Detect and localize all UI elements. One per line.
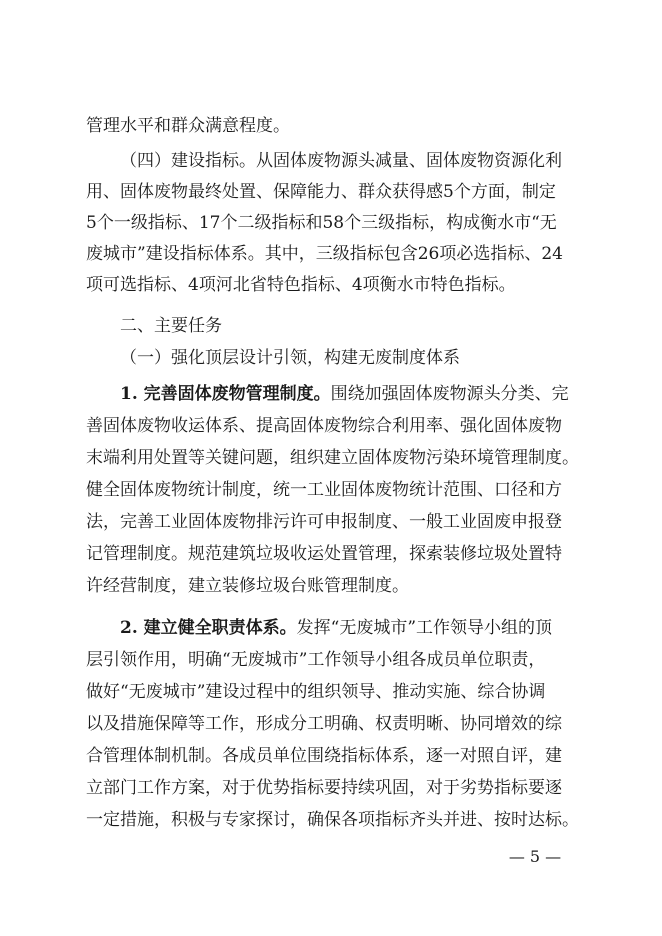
paragraph-intro bbox=[0, 110, 662, 142]
paragraph-task1 bbox=[0, 378, 662, 410]
text-line: 用、固体废物最终处置、保障能力、群众获得感5个方面，制定 bbox=[86, 182, 556, 202]
text-line: 一定措施，积极与专家探讨，确保各项指标齐头并进、按时达标。 bbox=[86, 810, 579, 830]
paragraph-task1 bbox=[0, 538, 662, 570]
text-line: 层引领作用，明确“无废城市”工作领导小组各成员单位职责， bbox=[86, 650, 546, 670]
subheading-1: （一）强化顶层设计引领，构建无废制度体系 bbox=[120, 348, 460, 368]
heading-main-tasks: 二、主要任务 bbox=[120, 316, 222, 336]
page-number: — 5 — bbox=[508, 847, 562, 866]
paragraph-task1 bbox=[0, 410, 662, 442]
paragraph-task2 bbox=[0, 708, 662, 740]
paragraph-task1 bbox=[0, 474, 662, 506]
paragraph-task2 bbox=[0, 644, 662, 676]
text-line: 1. 完善固体废物管理制度。围绕加强固体废物源头分类、完 bbox=[120, 384, 569, 404]
paragraph-task1 bbox=[0, 570, 662, 602]
text-line: （四）建设指标。从固体废物源头减量、固体废物资源化利 bbox=[120, 151, 562, 171]
paragraph-task2 bbox=[0, 612, 662, 644]
paragraph-task2 bbox=[0, 740, 662, 772]
section-heading bbox=[0, 310, 662, 342]
paragraph-task2 bbox=[0, 804, 662, 836]
text-line: 5个一级指标、17个二级指标和58个三级指标，构成衡水市“无 bbox=[86, 213, 557, 233]
text-line: 废城市”建设指标体系。其中，三级指标包含26项必选指标、24 bbox=[86, 244, 563, 264]
text-line: 记管理制度。规范建筑垃圾收运处置管理，探索装修垃圾处置特 bbox=[86, 544, 562, 564]
text-line: 末端利用处置等关键问题，组织建立固体废物污染环境管理制度。 bbox=[86, 448, 579, 468]
paragraph-task1 bbox=[0, 506, 662, 538]
text-line: 健全固体废物统计制度，统一工业固体废物统计范围、口径和方 bbox=[86, 480, 562, 500]
section-subheading bbox=[0, 342, 662, 374]
paragraph-indicators bbox=[0, 207, 662, 239]
text-line: 许经营制度，建立装修垃圾台账管理制度。 bbox=[86, 576, 409, 596]
paragraph-task2 bbox=[0, 772, 662, 804]
paragraph-task1 bbox=[0, 442, 662, 474]
text-line: 管理水平和群众满意程度。 bbox=[86, 116, 290, 136]
paragraph-task2 bbox=[0, 676, 662, 708]
section-lead: （四）建设指标。 bbox=[120, 151, 256, 171]
text-line: 做好“无废城市”建设过程中的组织领导、推动实施、综合协调 bbox=[86, 682, 546, 702]
paragraph-indicators bbox=[0, 269, 662, 301]
task1-title: 1. 完善固体废物管理制度。 bbox=[120, 384, 331, 404]
text-line: 法，完善工业固体废物排污许可申报制度、一般工业固废申报登 bbox=[86, 512, 562, 532]
paragraph-indicators bbox=[0, 145, 662, 177]
text-line: 以及措施保障等工作，形成分工明确、权责明晰、协同增效的综 bbox=[86, 714, 562, 734]
text-line: 项可选指标、4项河北省特色指标、4项衡水市特色指标。 bbox=[86, 275, 516, 295]
paragraph-indicators bbox=[0, 238, 662, 270]
paragraph-indicators bbox=[0, 176, 662, 208]
text-line: 合管理体制机制。各成员单位围绕指标体系，逐一对照自评，建 bbox=[86, 746, 562, 766]
text-line: 善固体废物收运体系、提高固体废物综合利用率、强化固体废物 bbox=[86, 416, 562, 436]
text-line: 2. 建立健全职责体系。发挥“无废城市”工作领导小组的顶 bbox=[120, 618, 553, 638]
task2-title: 2. 建立健全职责体系。 bbox=[120, 618, 297, 638]
text-line: 立部门工作方案，对于优势指标要持续巩固，对于劣势指标要逐 bbox=[86, 778, 562, 798]
